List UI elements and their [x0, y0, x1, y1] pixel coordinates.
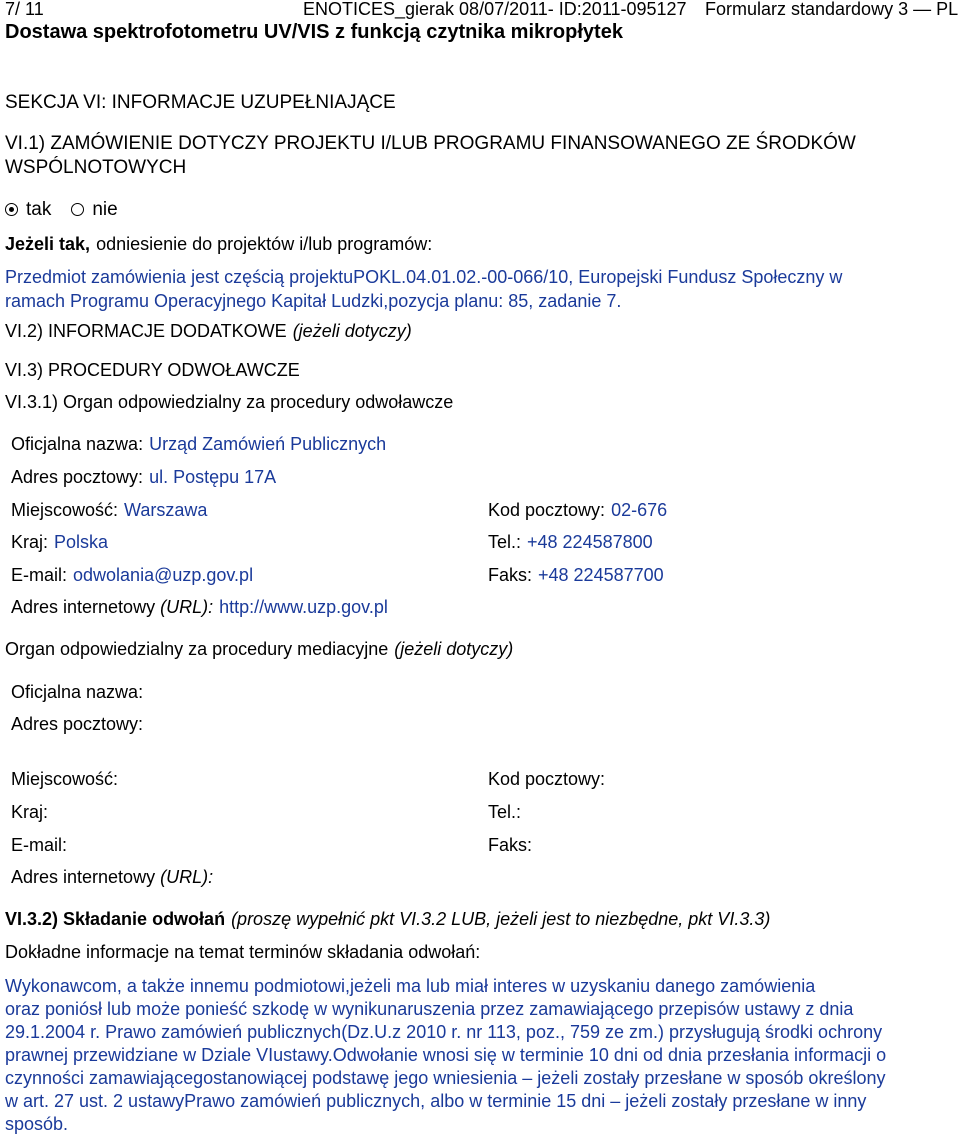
appeal-postal-row: Kod pocztowy: 02-676	[488, 500, 668, 520]
mediation-heading: Organ odpowiedzialny za procedury mediacyjne (jeżeli dotyczy)	[5, 639, 514, 659]
vi32-heading: VI.3.2) Składanie odwołań (proszę wypełnić pkt VI.3.2 LUB, jeżeli jest to niezbędne, pkt VI.3.3)	[5, 909, 771, 929]
appeal-country-row: Kraj: Polska	[11, 532, 109, 552]
mediation-name-label: Oficjalna nazwa:	[11, 682, 144, 702]
vi3-heading: VI.3) PROCEDURY ODWOŁAWCZE	[5, 360, 300, 380]
appeal-tel-value: +48 224587800	[527, 532, 653, 552]
mediation-note: (jeżeli dotyczy)	[394, 639, 514, 659]
project-reference-line2: ramach Programu Operacyjnego Kapitał Ludzki,pozycja planu: 85, zadanie 7.	[5, 291, 622, 311]
appeal-details-line4: prawnej przewidziane w Dziale VIustawy.Odwołanie wnosi się w terminie 10 dni od dnia przesłania informacji o	[5, 1045, 887, 1065]
appeal-details-line5: czynności zamawiającegostanowiącej podstawę jego wniesienia – jeżeli zostały przesłane w sposób określony	[5, 1068, 886, 1088]
form-type: Formularz standardowy 3 — PL	[705, 0, 959, 19]
eu-funding-radio-group	[5, 198, 118, 221]
document-title: Dostawa spektrofotometru UV/VIS z funkcją czytnika mikropłytek	[5, 21, 623, 43]
radio-yes[interactable]: tak	[5, 199, 51, 220]
vi31-heading: VI.3.1) Organ odpowiedzialny za procedury odwoławcze	[5, 392, 454, 412]
mediation-postal-label: Kod pocztowy:	[488, 769, 606, 789]
appeal-url-row: Adres internetowy (URL): http://www.uzp.gov.pl	[11, 597, 388, 617]
vi32-details-label: Dokładne informacje na temat terminów składania odwołań:	[5, 942, 481, 962]
appeal-country-value: Polska	[54, 532, 109, 552]
appeal-city-value: Warszawa	[124, 500, 208, 520]
vi2-heading: VI.2) INFORMACJE DODATKOWE (jeżeli dotyczy)	[5, 321, 412, 341]
mediation-country-label: Kraj:	[11, 802, 49, 822]
appeal-name-value: Urząd Zamówień Publicznych	[149, 434, 387, 454]
radio-no[interactable]: nie	[71, 199, 117, 220]
appeal-city-row: Miejscowość: Warszawa	[11, 500, 208, 520]
mediation-fax-label: Faks:	[488, 835, 533, 855]
section-heading: SEKCJA VI: INFORMACJE UZUPEŁNIAJĄCE	[5, 92, 396, 113]
appeal-name-row: Oficjalna nazwa: Urząd Zamówień Publicznych	[11, 434, 387, 454]
if-yes-text: odniesienie do projektów i/lub programów:	[96, 234, 433, 254]
vi2-note: (jeżeli dotyczy)	[292, 321, 412, 341]
project-reference-line1: Przedmiot zamówienia jest częścią projektuPOKL.04.01.02.-00-066/10, Europejski Fundusz Społeczny w	[5, 267, 843, 287]
mediation-city-label: Miejscowość:	[11, 769, 119, 789]
appeal-details-line3: 29.1.2004 r. Prawo zamówień publicznych(Dz.U.z 2010 r. nr 113, poz., 759 ze zm.) przysługują środki ochrony	[5, 1022, 883, 1042]
appeal-fax-row: Faks: +48 224587700	[488, 565, 664, 585]
appeal-details-line2: oraz poniósł lub może ponieść szkodę w wynikunaruszenia przez zamawiającego przepisów ustawy z dnia	[5, 999, 854, 1019]
if-yes-line	[5, 233, 432, 255]
appeal-details-line7: sposób.	[5, 1114, 69, 1134]
appeal-address-row: Adres pocztowy: ul. Postępu 17A	[11, 467, 277, 487]
if-yes-label: Jeżeli tak,	[5, 234, 91, 254]
appeal-address-value: ul. Postępu 17A	[149, 467, 277, 487]
appeal-postal-value: 02-676	[611, 500, 668, 520]
vi32-note: (proszę wypełnić pkt VI.3.2 LUB, jeżeli jest to niezbędne, pkt VI.3.3)	[231, 909, 771, 929]
appeal-fax-value: +48 224587700	[538, 565, 664, 585]
mediation-url-row: Adres internetowy (URL):	[11, 867, 214, 887]
page-number: 7/ 11	[5, 0, 44, 19]
appeal-details-line6: w art. 27 ust. 2 ustawyPrawo zamówień publicznych, albo w terminie 15 dni – jeżeli zostały przesłane w inny	[5, 1091, 867, 1111]
radio-unchecked-icon	[71, 203, 84, 216]
appeal-email-row: E-mail: odwolania@uzp.gov.pl	[11, 565, 254, 585]
vi1-heading-line1: VI.1) ZAMÓWIENIE DOTYCZY PROJEKTU I/LUB PROGRAMU FINANSOWANEGO ZE ŚRODKÓW	[5, 133, 856, 154]
appeal-details-line1: Wykonawcom, a także innemu podmiotowi,jeżeli ma lub miał interes w uzyskaniu danego zamówienia	[5, 976, 816, 996]
mediation-email-label: E-mail:	[11, 835, 68, 855]
mediation-address-label: Adres pocztowy:	[11, 714, 144, 734]
notice-id: ENOTICES_gierak 08/07/2011- ID:2011-095127	[303, 0, 687, 19]
mediation-tel-label: Tel.:	[488, 802, 522, 822]
appeal-url-link[interactable]: http://www.uzp.gov.pl	[219, 597, 388, 617]
appeal-email-value[interactable]: odwolania@uzp.gov.pl	[73, 565, 254, 585]
radio-checked-icon	[5, 203, 18, 216]
appeal-tel-row: Tel.: +48 224587800	[488, 532, 653, 552]
vi1-heading-line2: WSPÓLNOTOWYCH	[5, 157, 187, 178]
